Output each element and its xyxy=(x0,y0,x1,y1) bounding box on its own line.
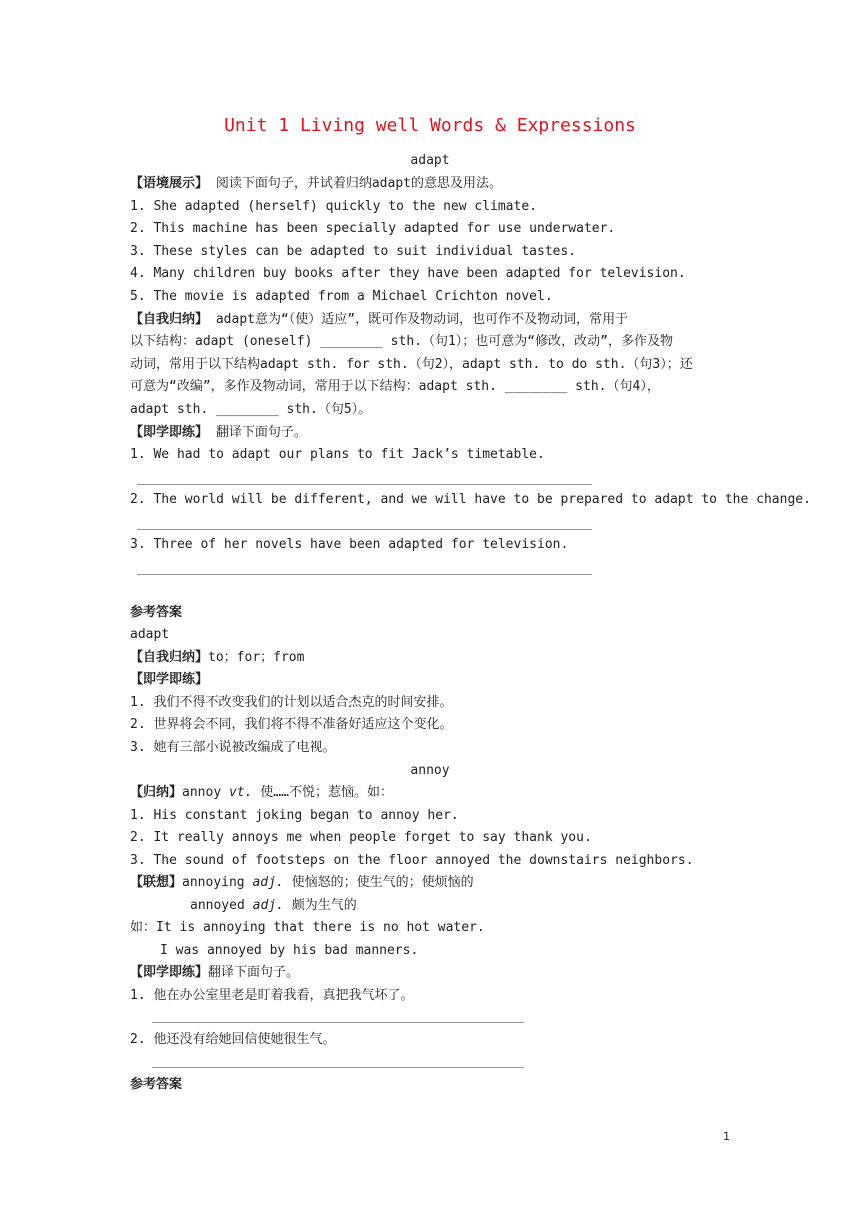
annoy-ex-line-1 xyxy=(130,919,485,937)
adapt-example-1: 1. She adapted (herself) quickly to the new climate. xyxy=(130,199,537,214)
practice-text: 翻译下面句子。 xyxy=(208,425,307,440)
adapt-example-2: 2. This machine has been specially adapted for use underwater. xyxy=(130,221,616,236)
answer-summary-text: to；for；from xyxy=(208,650,305,665)
answer-word-adapt: adapt xyxy=(130,627,170,642)
answer-summary-line xyxy=(130,649,304,667)
annoy-answer-blank-2[interactable] xyxy=(152,1067,524,1068)
annoy-ex-prefix: 如： xyxy=(130,920,157,935)
context-label: 【语境展示】 xyxy=(130,176,209,191)
adapt-example-3: 3. These styles can be adapted to suit individual tastes. xyxy=(130,244,577,259)
context-line xyxy=(130,175,502,193)
annoy-example-2: 2. It really annoys me when people forget to say thank you. xyxy=(130,830,592,845)
annoy-practice-label: 【即学即练】 xyxy=(130,965,209,980)
practice-item-2: 2. The world will be different, and we will have to be prepared to adapt to the change. xyxy=(130,492,811,507)
annoy-ex-1: It is annoying that there is no hot water. xyxy=(156,920,485,935)
answer-practice-label: 【即学即练】 xyxy=(130,672,209,687)
annoy-example-3: 3. The sound of footsteps on the floor annoyed the downstairs neighbors. xyxy=(130,853,694,868)
assoc-label: 【联想】 xyxy=(130,875,183,890)
answer-3: 3. 她有三部小说被改编成了电视。 xyxy=(130,740,336,755)
assoc-text-1: 使恼怒的；使生气的；使烦恼的 xyxy=(283,875,474,890)
practice-line xyxy=(130,424,307,442)
assoc-pos-1: adj. xyxy=(252,875,284,890)
answer-summary-label: 【自我归纳】 xyxy=(130,650,209,665)
answer-blank-1[interactable] xyxy=(137,484,592,485)
practice-label: 【即学即练】 xyxy=(130,425,209,440)
annoy-practice-item-1: 1. 他在办公室里老是盯着我看，真把我气坏了。 xyxy=(130,988,414,1003)
summary-line-4: 可意为“改编”，多作及物动词，常用于以下结构：adapt sth. ________ sth.（句4）， xyxy=(130,379,660,394)
practice-item-1: 1. We had to adapt our plans to fit Jack’s timetable. xyxy=(130,447,545,462)
page-number: 1 xyxy=(723,1130,730,1143)
assoc-word-1: annoying xyxy=(182,875,253,890)
annoy-practice-line xyxy=(130,964,299,982)
annoy-practice-text: 翻译下面句子。 xyxy=(208,965,300,980)
answer-2: 2. 世界将会不同，我们将不得不准备好适应这个变化。 xyxy=(130,717,453,732)
answer-blank-3[interactable] xyxy=(137,574,592,575)
context-text: 阅读下面句子，并试着归纳adapt的意思及用法。 xyxy=(208,176,502,191)
annoy-summary-label: 【归纳】 xyxy=(130,785,183,800)
summary-line-5: adapt sth. ________ sth.（句5）。 xyxy=(130,402,372,417)
annoy-example-1: 1. His constant joking began to annoy her. xyxy=(130,808,459,823)
assoc-word-2: annoyed xyxy=(190,898,253,913)
annoy-summary-text: 使……不悦；惹恼。如： xyxy=(252,785,393,800)
summary-line-1 xyxy=(130,311,628,329)
summary-line-2: 以下结构：adapt (oneself) ________ sth.（句1）；也可意为“修改，改动”，多作及物 xyxy=(130,334,673,349)
annoy-summary-word: annoy xyxy=(182,785,229,800)
answer-blank-2[interactable] xyxy=(137,529,592,530)
page-title: Unit 1 Living well Words & Expressions xyxy=(224,115,636,136)
answer-heading-adapt: 参考答案 xyxy=(130,605,183,620)
summary-label: 【自我归纳】 xyxy=(130,312,209,327)
summary-line-3: 动词，常用于以下结构adapt sth. for sth.（句2），adapt sth. to do sth.（句3）；还 xyxy=(130,357,693,372)
annoy-ex-2: I was annoyed by his bad manners. xyxy=(160,943,419,958)
annoy-summary-pos: vt. xyxy=(228,785,253,800)
assoc-line-2 xyxy=(190,897,357,915)
annoy-practice-item-2: 2. 他还没有给她回信使她很生气。 xyxy=(130,1032,336,1047)
assoc-line-1 xyxy=(130,874,474,892)
practice-item-3: 3. Three of her novels have been adapted for television. xyxy=(130,537,569,552)
adapt-example-5: 5. The movie is adapted from a Michael Crichton novel. xyxy=(130,289,553,304)
assoc-pos-2: adj. xyxy=(252,898,284,913)
assoc-text-2: 颇为生气的 xyxy=(283,898,357,913)
answer-heading-annoy: 参考答案 xyxy=(130,1077,183,1092)
section-heading-annoy: annoy xyxy=(410,763,450,778)
section-heading-adapt: adapt xyxy=(410,153,450,168)
summary-text-1: adapt意为“（使）适应”，既可作及物动词，也可作不及物动词，常用于 xyxy=(208,312,629,327)
annoy-answer-blank-1[interactable] xyxy=(152,1022,524,1023)
answer-1: 1. 我们不得不改变我们的计划以适合杰克的时间安排。 xyxy=(130,695,453,710)
annoy-summary-line xyxy=(130,784,393,802)
adapt-example-4: 4. Many children buy books after they have been adapted for television. xyxy=(130,266,686,281)
